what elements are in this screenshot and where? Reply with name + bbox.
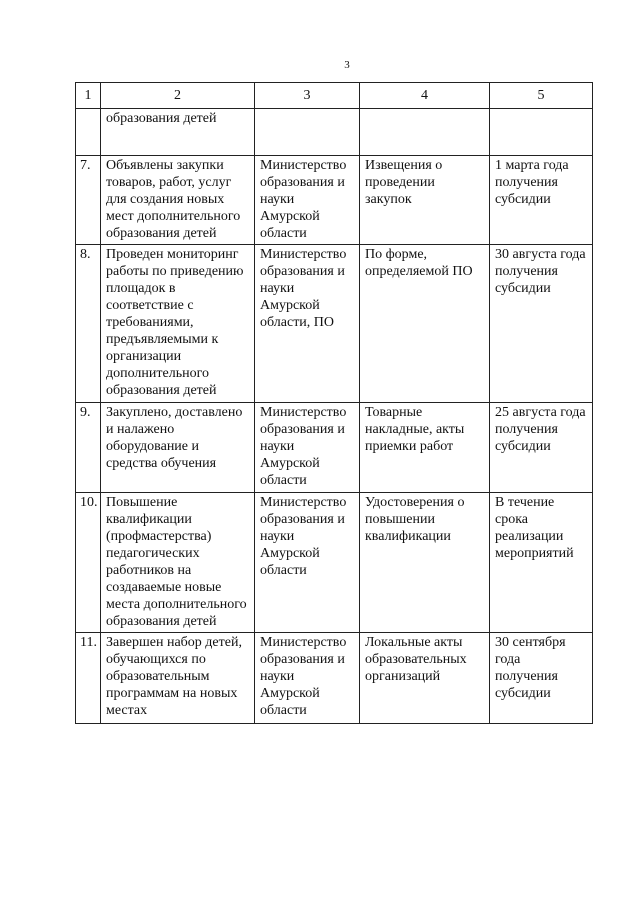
row-number (76, 109, 101, 156)
document-cell: Локальные акты образовательных организаций (360, 633, 490, 724)
document-cell: Товарные накладные, акты приемки работ (360, 403, 490, 493)
event-cell: образования детей (101, 109, 255, 156)
document-cell (360, 109, 490, 156)
column-header: 2 (101, 83, 255, 109)
deadline-cell: 30 августа года получения субсидии (490, 245, 593, 403)
column-header: 1 (76, 83, 101, 109)
row-number: 8. (76, 245, 101, 403)
events-table (75, 82, 593, 724)
responsible-cell: Министерство образования и науки Амурской области, ПО (255, 245, 360, 403)
table-row (76, 493, 593, 633)
table-row (76, 633, 593, 724)
responsible-cell: Министерство образования и науки Амурской области (255, 493, 360, 633)
event-cell: Повышение квалификации (профмастерства) педагогических работников на создаваемые новые места дополнительного образования детей (101, 493, 255, 633)
responsible-cell: Министерство образования и науки Амурской области (255, 633, 360, 724)
row-number: 7. (76, 156, 101, 245)
document-cell: Извещения о проведении закупок (360, 156, 490, 245)
deadline-cell: В течение срока реализации мероприятий (490, 493, 593, 633)
column-header: 3 (255, 83, 360, 109)
table-row (76, 245, 593, 403)
event-cell: Объявлены закупки товаров, работ, услуг для создания новых мест дополнительного образования детей (101, 156, 255, 245)
row-number: 11. (76, 633, 101, 724)
row-number: 10. (76, 493, 101, 633)
column-header: 4 (360, 83, 490, 109)
responsible-cell: Министерство образования и науки Амурской области (255, 156, 360, 245)
page-number: 3 (344, 59, 350, 71)
table-row (76, 109, 593, 156)
deadline-cell: 30 сентября года получения субсидии (490, 633, 593, 724)
event-cell: Завершен набор детей, обучающихся по образовательным программам на новых местах (101, 633, 255, 724)
table-row (76, 403, 593, 493)
responsible-cell: Министерство образования и науки Амурской области (255, 403, 360, 493)
deadline-cell: 25 августа года получения субсидии (490, 403, 593, 493)
document-cell: По форме, определяемой ПО (360, 245, 490, 403)
table-header-row (76, 83, 593, 109)
deadline-cell (490, 109, 593, 156)
deadline-cell: 1 марта года получения субсидии (490, 156, 593, 245)
table-row (76, 156, 593, 245)
document-cell: Удостоверения о повышении квалификации (360, 493, 490, 633)
row-number: 9. (76, 403, 101, 493)
event-cell: Закуплено, доставлено и налажено оборудование и средства обучения (101, 403, 255, 493)
column-header: 5 (490, 83, 593, 109)
event-cell: Проведен мониторинг работы по приведению площадок в соответствие с требованиями, предъявляемыми к организации дополнительного образования детей (101, 245, 255, 403)
responsible-cell (255, 109, 360, 156)
